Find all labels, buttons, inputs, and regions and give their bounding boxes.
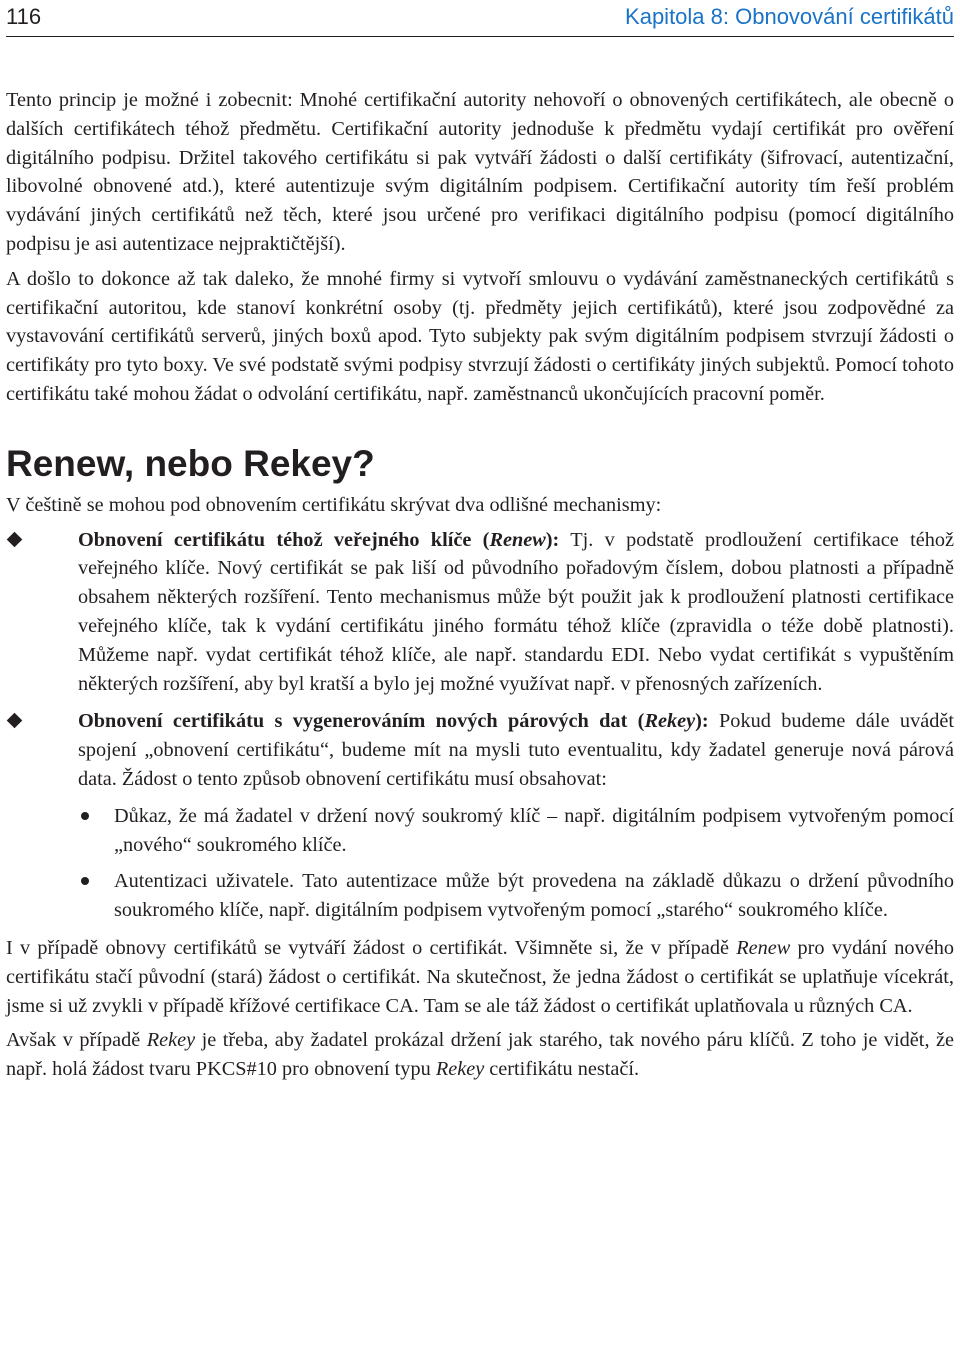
paragraph-4-term-1: Rekey — [146, 1029, 196, 1052]
mechanism-list — [6, 526, 954, 925]
page-number: 116 — [6, 4, 42, 29]
paragraph-4-middle: je třeba, aby žadatel prokázal držení jak starého, tak nového páru klíčů. Z toho je vidět, že např. holá žádost tvaru PKCS#10 pro obnovení typu — [6, 1029, 954, 1081]
mechanism-renew-title-start: Obnovení certifikátu téhož veřejného klíče ( — [78, 528, 490, 551]
mechanism-renew-term: Renew — [489, 528, 546, 551]
paragraph-1: Tento princip je možné i zobecnit: Mnohé certifikační autority nehovoří o obnovených certifikátech, ale obecně o dalších certifikátech téhož předmětu. Certifikační autority jednoduše k předmětu vydají certifikát pro ověření digitálního podpisu. Držitel takového certifikátu si pak vytváří žádosti o další certifikáty (šifrovací, autentizační, libovolné obnovené atd.), které autentizuje svým digitálním podpisem. Certifikační autority tím řeší problém vydávání jiných certifikátů než těch, které jsou určené pro verifikaci digitálního podpisu (pomocí digitálního podpisu je asi autentizace nejpraktičtější). — [6, 89, 954, 255]
paragraph-3 — [6, 934, 954, 1020]
running-head — [6, 2, 954, 32]
mechanism-renew-text: Tj. v podstatě prodloužení certifikace téhož veřejného klíče. Nový certifikát se pak liší od původního pořadovým číslem, dobou platnosti a případně obsahem některých rozšíření. Tento mechanismus může být použit jak k prodloužení platnosti certifikace veřejného klíče, tak k vydání certifikátu jiného formátu téhož klíče (zpravidla o téže době platnosti). Můžeme např. vydat certifikát téhož klíče, ale např. standardu EDI. Nebo vydat certifikát s vypuštěním některých rozšíření, aby byl kratší a bylo jej možné využívat např. v přenosných zařízeních. — [78, 528, 954, 695]
paragraph-4 — [6, 1026, 954, 1084]
paragraph-3-term: Renew — [736, 936, 791, 959]
mechanism-rekey-title-end: ): — [695, 710, 709, 733]
mechanism-rekey-text: Pokud budeme dále uvádět spojení „obnovení certifikátu“, budeme mít na mysli tuto eventualitu, kdy žadatel generuje nová párová data. Žádost o tento způsob obnovení certifikátu musí obsahovat: — [78, 710, 954, 790]
mechanism-rekey-term: Rekey — [644, 710, 696, 733]
mechanism-rekey — [6, 707, 954, 925]
mechanism-rekey-title-start: Obnovení certifikátu s vygenerováním nových párových dat ( — [78, 710, 645, 733]
requirement-proof — [78, 802, 954, 860]
section-intro: V češtině se mohou pod obnovením certifikátu skrývat dva odlišné mechanismy: — [6, 493, 662, 516]
requirement-authentication — [78, 867, 954, 925]
diamond-bullet-icon — [7, 713, 23, 729]
mechanism-renew — [6, 526, 954, 699]
mechanism-rekey-title — [78, 710, 709, 732]
section-heading: Renew, nebo Rekey? — [6, 442, 375, 484]
paragraph-3-start: I v případě obnovy certifikátů se vytváří žádost o certifikát. Všimněte si, že v případě — [6, 936, 737, 959]
paragraph-4-start: Avšak v případě — [6, 1029, 147, 1052]
dot-bullet-icon — [81, 812, 89, 820]
paragraph-3-end: pro vydání nového certifikátu stačí původní (stará) žádost o certifikát. Na skutečnost, že jedna žádost o certifikát se uplatňuje vícekrát, jsme si už zvykli v případě křížové certifikace CA. Tam se ale táž žádost o certifikát uplatňovala u různých CA. — [6, 936, 954, 1017]
requirement-authentication-text: Autentizaci uživatele. Tato autentizace může být provedena na základě důkazu o držení původního soukromého klíče, např. digitálním podpisem vytvořeným pomocí „starého“ soukromého klíče. — [114, 870, 954, 922]
paragraph-2: A došlo to dokonce až tak daleko, že mnohé firmy si vytvoří smlouvu o vydávání zaměstnaneckých certifikátů s certifikační autoritou, kde stanoví konkrétní osoby (tj. předměty jejich certifikátů), které jsou zodpovědné za vystavování certifikátů serverů, jiných boxů apod. Tyto subjekty pak svým digitálním podpisem stvrzují žádosti o certifikáty pro tyto boxy. Ve své podstatě svými podpisy stvrzují žádosti o certifikáty jiných subjektů. Pomocí tohoto certifikátu také mohou žádat o odvolání certifikátu, např. zaměstnanců ukončujících pracovní poměr. — [6, 267, 954, 405]
rekey-requirements-list — [78, 802, 954, 925]
mechanism-renew-title — [78, 529, 559, 551]
paragraph-4-term-2: Rekey — [435, 1058, 485, 1081]
paragraph-4-end: certifikátu nestačí. — [484, 1058, 640, 1081]
body-text — [6, 86, 954, 1090]
diamond-bullet-icon — [7, 531, 23, 547]
header-rule — [6, 36, 954, 37]
chapter-title: Kapitola 8: Obnovování certifikátů — [625, 4, 954, 29]
mechanism-renew-title-end: ): — [545, 528, 560, 551]
dot-bullet-icon — [81, 877, 89, 885]
requirement-proof-text: Důkaz, že má žadatel v držení nový soukromý klíč – např. digitálním podpisem vytvořeným pomocí „nového“ soukromého klíče. — [114, 804, 954, 856]
